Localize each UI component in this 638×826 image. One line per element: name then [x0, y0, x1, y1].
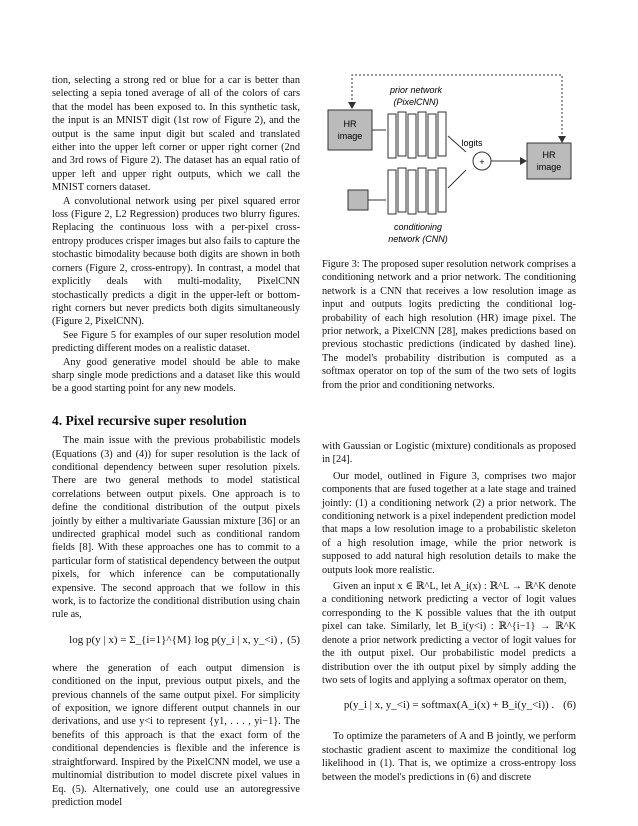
- paragraph: where the generation of each output dimension is conditioned on the input, previous output pixels, and the previous channels of the same output pixel. For simplicity of exposition, we ignore different output channels in our derivations, and use y<i to represent {y1, . . . , yi−1}. The benefits of this approach is that the exact form of the conditional dependencies is flexible and the inference is straightforward. Inspired by the PixelCNN model, we use a multinomial distribution to model discrete pixel values in Eq. (5). Alternatively, one could use an autoregressive prediction model: [52, 662, 300, 808]
- equation-body: log p(y | x) = Σ_{i=1}^{M} log p(y_i | x, y_<i) ,: [69, 633, 283, 646]
- hr-output-label: image: [536, 162, 562, 172]
- hr-input-label: image: [337, 131, 363, 141]
- lr-input-box: [348, 190, 368, 210]
- conditioning-network-label: conditioning: [393, 222, 443, 232]
- section-heading: 4. Pixel recursive super resolution: [52, 412, 247, 428]
- paragraph: tion, selecting a strong red or blue for a car is better than selecting a sepia toned average of all of the colors of cars that the model has been exposed to. In this synthetic task, the input is an MNIST digit (1st row of Figure 2), and the output is the same input digit but scaled and translated either into the upper left corner or upper right corner (2nd and 3rd rows of Figure 2). The dataset has an equal ratio of upper left and upper right outputs, which we call the MNIST corners dataset.: [52, 75, 300, 194]
- equation-number: (5): [287, 633, 300, 646]
- figure-caption: [322, 258, 576, 392]
- paragraph: To optimize the parameters of A and B jointly, we perform stochastic gradient ascent to maximize the conditional log likelihood in (1). That is, we optimize a cross-entropy loss between the model's predictions in (6) and discrete: [322, 731, 576, 783]
- prior-network-label: prior network: [389, 85, 443, 95]
- dashed-feedback-line: [352, 75, 562, 142]
- network-diagram: [322, 60, 580, 250]
- hr-input-box: [328, 110, 372, 150]
- plus-symbol: +: [479, 157, 485, 167]
- arrow-head-icon: [520, 157, 527, 165]
- paragraph: A convolutional network using per pixel squared error loss (Figure 2, L2 Regression) produces two blurry figures. Replacing the continuous loss with a per-pixel cross-entropy produces crisper images but also fails to capture the stochastic bimodality because both digits are shown in both corners (Figure 2, cross-entropy). In contrast, a model that explicitly deals with multi-modality, PixelCNN stochastically predicts a digit in the upper-left or bottom-right corners but never predicts both digits simultaneously (Figure 2, PixelCNN).: [52, 195, 300, 328]
- right-column: [322, 440, 576, 784]
- paragraph: Given an input x ∈ ℝ^L, let A_i(x) : ℝ^L → ℝ^K denote a conditioning network predicting a vector of logit values corresponding to the K possible values that the ith output pixel can take. Similarly, let B_i(y<i) : ℝ^{i−1} → ℝ^K denote a prior network predicting a vector of logit values for the ith output pixel. Our probabilistic model predicts a distribution over the ith output pixel by simply adding the two sets of logits and applying a softmax operator on them,: [322, 581, 576, 686]
- figure-3-diagram: [322, 60, 580, 250]
- paragraph: with Gaussian or Logistic (mixture) conditionals as proposed in [24].: [322, 441, 576, 466]
- equation-6: [322, 687, 576, 727]
- conditioning-network-layers: [362, 168, 466, 214]
- equation-5: [52, 622, 300, 662]
- paragraph: The main issue with the previous probabilistic models (Equations (3) and (4)) for super resolution is the lack of conditional dependency between super resolution pixels. There are two general methods to model statistical correlations between output pixels. One approach is to define the conditional distribution of the output pixels jointly by either a multivariate Gaussian mixture [36] or an undirected graphical model such as conditional random fields [8]. With these approaches one has to commit to a particular form of statistical dependency between the output pixels, for which inference can be computationally expensive. The second approach that we follow in this work, is to factorize the conditional distribution using chain rule as,: [52, 435, 300, 621]
- paragraph: Our model, outlined in Figure 3, comprises two major components that are fused together at a late stage and trained jointly: (1) a conditioning network (2) a prior network. The conditioning network is a pixel independent prediction model that maps a low resolution image to a probabilistic skeleton of a high resolution image, while the prior network is supposed to add natural high resolution details to make the outputs look more realistic.: [322, 470, 576, 576]
- hr-output-box: [527, 143, 571, 179]
- left-column: [52, 74, 300, 809]
- caption-text: Figure 3: The proposed super resolution network comprises a conditioning network and a prior network. The conditioning network is a CNN that receives a low resolution image as input and outputs logits predicting the conditional log-probability of each high resolution (HR) image pixel. The prior network, a PixelCNN [28], makes predictions based on previous stochastic predictions (indicated by dashed line). The model's probability distribution is computed as a softmax operator on top of the sum of the two sets of logits from the prior and conditioning networks.: [322, 259, 576, 391]
- conditioning-network-label: network (CNN): [388, 234, 448, 244]
- hr-output-label: HR: [542, 150, 556, 160]
- equation-number: (6): [563, 699, 576, 712]
- paragraph: See Figure 5 for examples of our super resolution model predicting different modes on a realistic dataset.: [52, 329, 300, 355]
- hr-input-label: HR: [343, 119, 357, 129]
- equation-body: p(y_i | x, y_<i) = softmax(A_i(x) + B_i(y_<i)) .: [343, 699, 555, 712]
- logits-label: logits: [461, 138, 483, 148]
- paragraph: Any good generative model should be able to make sharp single mode predictions and a dataset like this would be a good starting point for any new models.: [52, 356, 300, 395]
- arrow-head-icon: [558, 136, 566, 143]
- arrow-head-icon: [348, 102, 356, 109]
- prior-network-label: (PixelCNN): [393, 97, 439, 107]
- prior-network-layers: [372, 112, 466, 158]
